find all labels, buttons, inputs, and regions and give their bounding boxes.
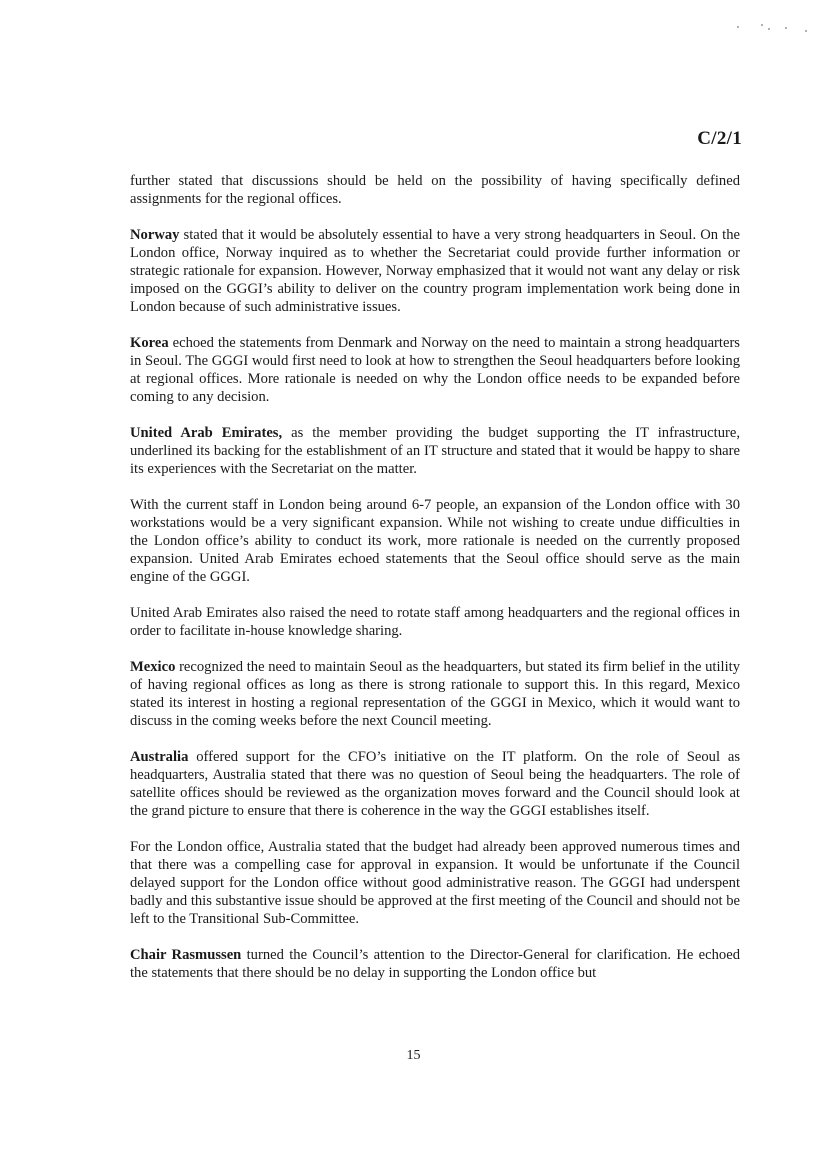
scan-artifacts	[735, 22, 815, 34]
speaker-name: Korea	[130, 335, 169, 351]
paragraph-text: For the London office, Australia stated that the budget had already been approved numerous times and that there was a compelling case for approval in expansion. It would be unfortunate if the Council delayed support for the London office without good administrative reason. The GGGI had underspent badly and this substantive issue should be approved at the first meeting of the Council and should not be left to the Transitional Sub-Committee.	[130, 839, 740, 927]
paragraph-text: echoed the statements from Denmark and Norway on the need to maintain a strong headquarters in Seoul. The GGGI would first need to look at how to strengthen the Seoul headquarters before looking at regional offices. More rationale is needed on why the London office needs to be expanded before coming to any decision.	[130, 335, 740, 405]
paragraph	[130, 496, 740, 586]
scan-speck	[737, 26, 739, 28]
document-reference: C/2/1	[697, 128, 742, 149]
page-number: 15	[406, 1048, 421, 1063]
speaker-name: Norway	[130, 227, 180, 243]
paragraph	[130, 604, 740, 640]
document-body	[130, 172, 740, 1000]
paragraph-text: United Arab Emirates also raised the need to rotate staff among headquarters and the regional offices in order to facilitate in-house knowledge sharing.	[130, 605, 740, 639]
paragraph-text: With the current staff in London being around 6-7 people, an expansion of the London office with 30 workstations would be a very significant expansion. While not wishing to create undue difficulties in the London office’s ability to conduct its work, more rationale is needed on the currently proposed expansion. United Arab Emirates echoed statements that the Seoul office should serve as the main engine of the GGGI.	[130, 497, 740, 585]
speaker-name: Australia	[130, 749, 189, 765]
paragraph	[130, 172, 740, 208]
scan-speck	[805, 30, 807, 32]
paragraph	[130, 838, 740, 928]
paragraph-text: as the member providing the budget supporting the IT infrastructure, underlined its backing for the establishment of an IT structure and stated that it would be happy to share its experiences with the Secretariat on the matter.	[130, 425, 740, 477]
paragraph-text: recognized the need to maintain Seoul as the headquarters, but stated its firm belief in the utility of having regional offices as long as there is strong rationale to support this. In this regard, Mexico stated its interest in hosting a regional representation of the GGGI in Mexico, which it would want to discuss in the coming weeks before the next Council meeting.	[130, 659, 740, 729]
paragraph	[130, 424, 740, 478]
scan-speck	[785, 27, 787, 29]
paragraph-text: turned the Council’s attention to the Director-General for clarification. He echoed the statements that there should be no delay in supporting the London office but	[130, 947, 740, 981]
speaker-name: United Arab Emirates,	[130, 425, 283, 441]
paragraph	[130, 658, 740, 730]
speaker-name: Mexico	[130, 659, 176, 675]
paragraph	[130, 226, 740, 316]
paragraph-text: further stated that discussions should be held on the possibility of having specifically defined assignments for the regional offices.	[130, 173, 740, 207]
paragraph-text: stated that it would be absolutely essential to have a very strong headquarters in Seoul. On the London office, Norway inquired as to whether the Secretariat could provide further information or strategic rationale for expansion. However, Norway emphasized that it would not want any delay or risk imposed on the GGGI’s ability to deliver on the country program implementation work being done in London because of such administrative issues.	[130, 227, 740, 315]
paragraph	[130, 946, 740, 982]
paragraph	[130, 748, 740, 820]
speaker-name: Chair Rasmussen	[130, 947, 242, 963]
scan-speck	[768, 28, 770, 30]
scan-speck	[761, 24, 763, 26]
paragraph-text: offered support for the CFO’s initiative on the IT platform. On the role of Seoul as headquarters, Australia stated that there was no question of Seoul being the headquarters. The role of satellite offices should be reviewed as the organization moves forward and the Council should look at the grand picture to ensure that there is coherence in the way the GGGI establishes itself.	[130, 749, 740, 819]
paragraph	[130, 334, 740, 406]
